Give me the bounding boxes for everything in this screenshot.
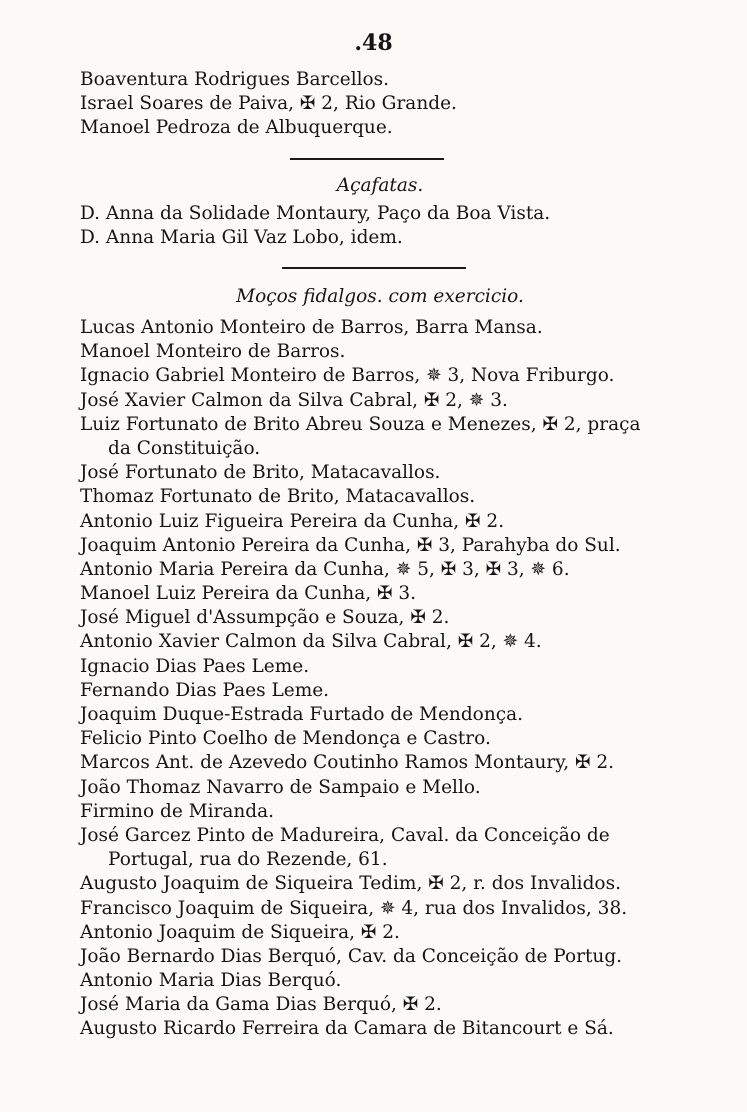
top-names-list (80, 68, 680, 141)
list-item: José Garcez Pinto de Madureira, Caval. da Conceição de (80, 824, 610, 846)
section-divider (282, 267, 466, 269)
list-item: Francisco Joaquim de Siqueira, ✵ 4, rua dos Invalidos, 38. (80, 897, 628, 919)
list-item: José Maria da Gama Dias Berquó, ✠ 2. (80, 994, 442, 1016)
list-item: Augusto Ricardo Ferreira da Camara de Bitancourt e Sá. (80, 1018, 614, 1040)
list-item: José Miguel d'Assumpção e Souza, ✠ 2. (80, 607, 450, 629)
list-item: Felicio Pinto Coelho de Mendonça e Castro. (80, 728, 491, 750)
list-item: Lucas Antonio Monteiro de Barros, Barra Mansa. (80, 317, 543, 338)
list-item: Marcos Ant. de Azevedo Coutinho Ramos Montaury, ✠ 2. (80, 752, 614, 774)
mocos-fidalgos-list (80, 316, 680, 1042)
list-item: Antonio Luiz Figueira Pereira da Cunha, ✠ 2. (80, 510, 505, 532)
list-item: Manoel Monteiro de Barros. (80, 341, 346, 363)
page-number: .48 (354, 30, 393, 56)
list-item: João Thomaz Navarro de Sampaio e Mello. (80, 776, 481, 798)
list-item-continuation: Portugal, rua do Rezende, 61. (108, 849, 388, 871)
list-item: João Bernardo Dias Berquó, Cav. da Conceição de Portug. (80, 945, 623, 967)
acafatas-list (80, 202, 680, 250)
list-item: Boaventura Rodrigues Barcellos. (80, 69, 390, 90)
list-item-continuation: da Constituição. (108, 437, 261, 459)
list-item: Luiz Fortunato de Brito Abreu Souza e Menezes, ✠ 2, praça (80, 413, 641, 435)
list-item: Antonio Maria Pereira da Cunha, ✵ 5, ✠ 3, ✠ 3, ✵ 6. (80, 558, 570, 580)
list-item: D. Anna da Solidade Montaury, Paço da Boa Vista. (80, 203, 551, 224)
list-item: José Xavier Calmon da Silva Cabral, ✠ 2, ✵ 3. (80, 389, 508, 411)
list-item: Fernando Dias Paes Leme. (80, 679, 330, 701)
list-item: Antonio Xavier Calmon da Silva Cabral, ✠ 2, ✵ 4. (80, 631, 542, 653)
list-item: Israel Soares de Paiva, ✠ 2, Rio Grande. (80, 93, 457, 115)
list-item: Antonio Maria Dias Berquó. (80, 970, 342, 992)
list-item: Augusto Joaquim de Siqueira Tedim, ✠ 2, r. dos Invalidos. (80, 873, 621, 895)
list-item: José Fortunato de Brito, Matacavallos. (80, 462, 441, 484)
list-item: Ignacio Dias Paes Leme. (80, 655, 310, 677)
list-item: Joaquim Antonio Pereira da Cunha, ✠ 3, Parahyba do Sul. (80, 534, 621, 556)
section-heading-mocos-fidalgos: Moços fidalgos. com exercicio. (236, 286, 524, 307)
section-divider (290, 158, 444, 160)
list-item: Joaquim Duque-Estrada Furtado de Mendonça. (80, 704, 524, 725)
list-item: Thomaz Fortunato de Brito, Matacavallos. (80, 486, 476, 508)
list-item: Ignacio Gabriel Monteiro de Barros, ✵ 3, Nova Friburgo. (80, 365, 615, 387)
list-item: Manoel Luiz Pereira da Cunha, ✠ 3. (80, 583, 417, 605)
list-item: Manoel Pedroza de Albuquerque. (80, 117, 393, 139)
list-item: D. Anna Maria Gil Vaz Lobo, idem. (80, 227, 403, 249)
list-item: Antonio Joaquim de Siqueira, ✠ 2. (80, 921, 400, 943)
section-heading-acafatas: Açafatas. (336, 175, 424, 196)
list-item: Firmino de Miranda. (80, 800, 275, 822)
